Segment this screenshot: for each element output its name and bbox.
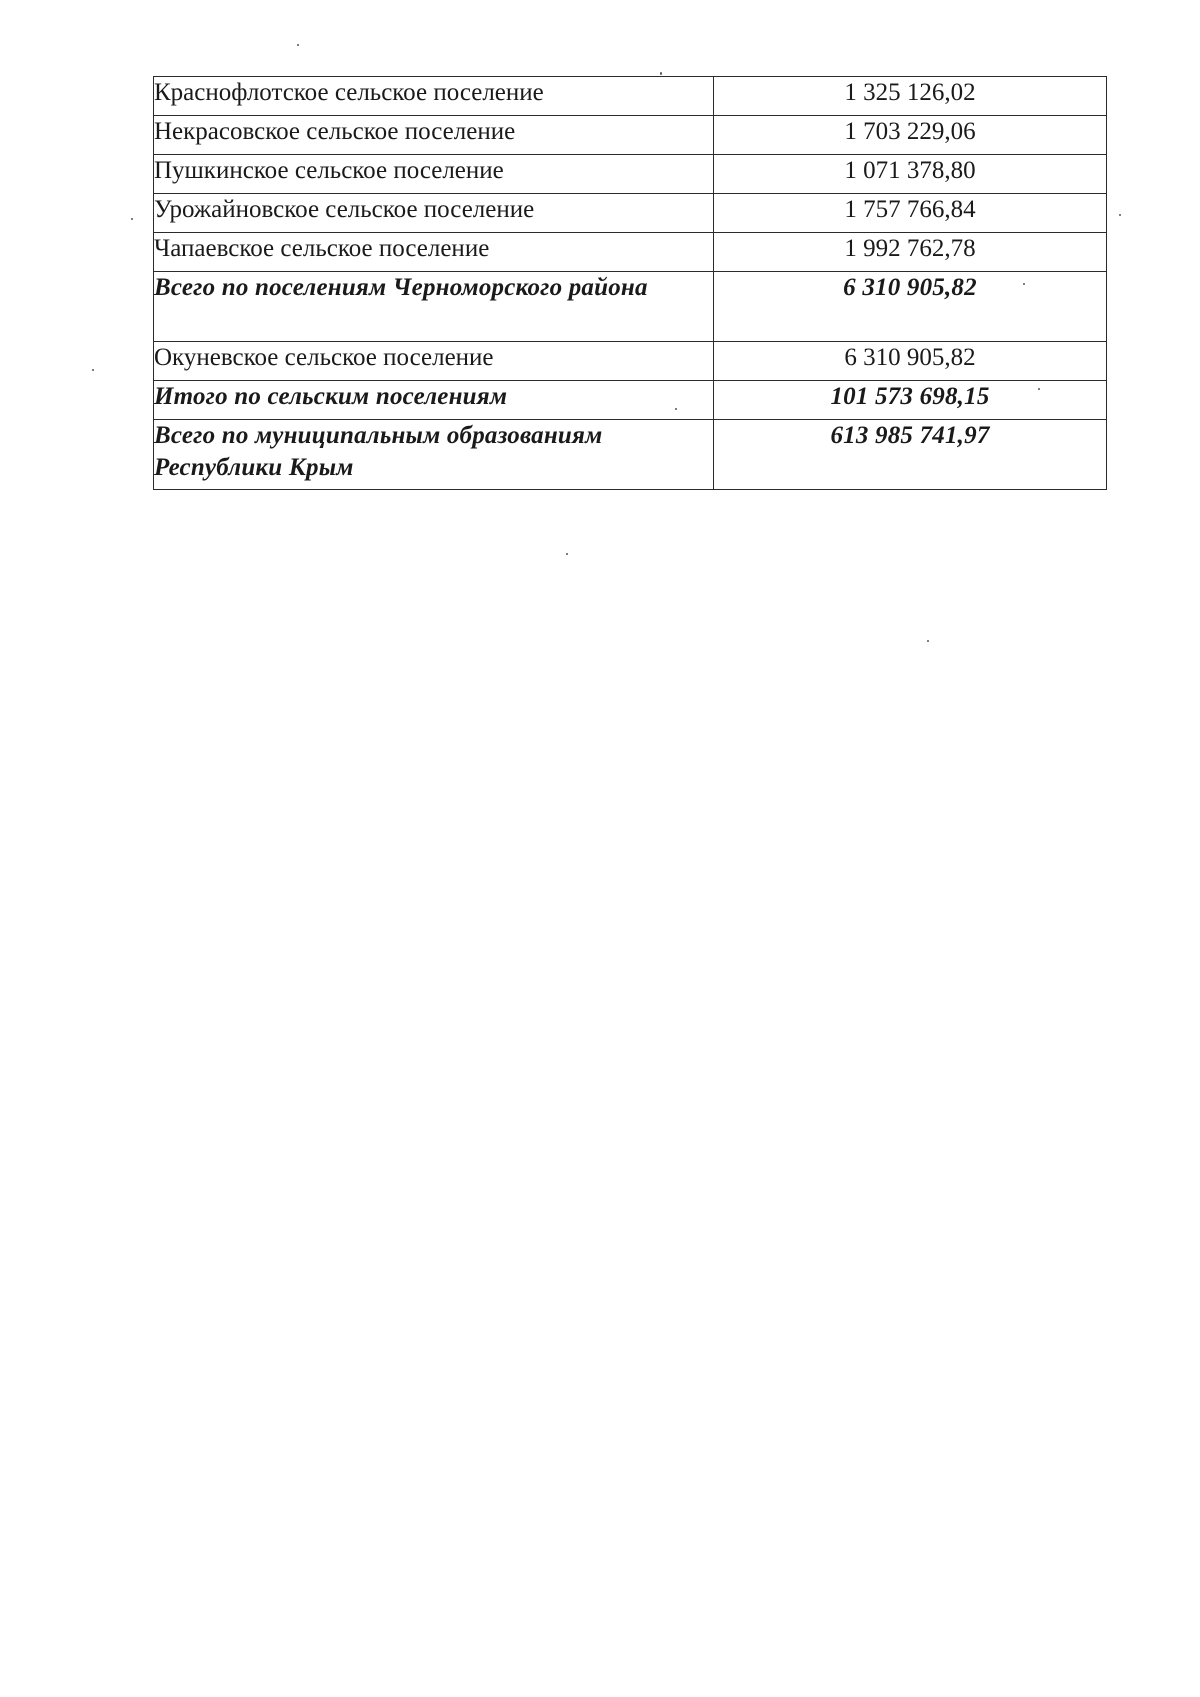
amount-text: 613 985 741,97 [830, 422, 990, 449]
settlement-amount [714, 342, 1107, 381]
settlement-amount [714, 194, 1107, 233]
settlement-name: Некрасовское сельское поселение [154, 116, 714, 155]
grand-total-amount [714, 420, 1107, 490]
settlement-name: Окуневское сельское поселение [154, 342, 714, 381]
settlement-name: Чапаевское сельское поселение [154, 233, 714, 272]
table-row [154, 233, 1107, 272]
subtotal-row [154, 272, 1107, 342]
settlement-amount [714, 233, 1107, 272]
table-row [154, 194, 1107, 233]
amount-text: 1 703 229,06 [844, 118, 976, 145]
table-row [154, 116, 1107, 155]
table-row [154, 155, 1107, 194]
amount-text: 1 992 762,78 [844, 235, 976, 262]
budget-table [153, 76, 1107, 490]
scan-speck [1119, 214, 1121, 216]
table-row [154, 342, 1107, 381]
rural-total-label: Итого по сельским поселениям [154, 381, 714, 420]
settlement-amount [714, 77, 1107, 116]
settlement-name: Урожайновское сельское поселение [154, 194, 714, 233]
scan-speck [675, 408, 677, 410]
scan-speck [566, 553, 568, 555]
settlement-name: Пушкинское сельское поселение [154, 155, 714, 194]
grand-total-row [154, 420, 1107, 490]
amount-text: 6 310 905,82 [844, 344, 976, 371]
scan-speck [1038, 388, 1040, 390]
rural-total-amount [714, 381, 1107, 420]
amount-text: 6 310 905,82 [843, 274, 977, 301]
amount-text: 1 325 126,02 [844, 79, 976, 106]
settlement-amount [714, 116, 1107, 155]
rural-total-row [154, 381, 1107, 420]
scan-speck [297, 44, 299, 46]
settlement-name: Краснофлотское сельское поселение [154, 77, 714, 116]
settlement-amount [714, 155, 1107, 194]
table-row [154, 77, 1107, 116]
amount-text: 1 757 766,84 [844, 196, 976, 223]
scan-speck [131, 218, 133, 220]
scan-speck [660, 72, 662, 75]
amount-text: 101 573 698,15 [830, 383, 990, 410]
subtotal-label: Всего по поселениям Черноморского района [154, 272, 714, 342]
scan-speck [927, 640, 929, 642]
amount-text: 1 071 378,80 [844, 157, 976, 184]
scan-speck [1023, 283, 1025, 285]
subtotal-amount [714, 272, 1107, 342]
scan-speck [92, 369, 94, 371]
grand-total-label: Всего по муниципальным образованиям Республики Крым [154, 420, 714, 490]
